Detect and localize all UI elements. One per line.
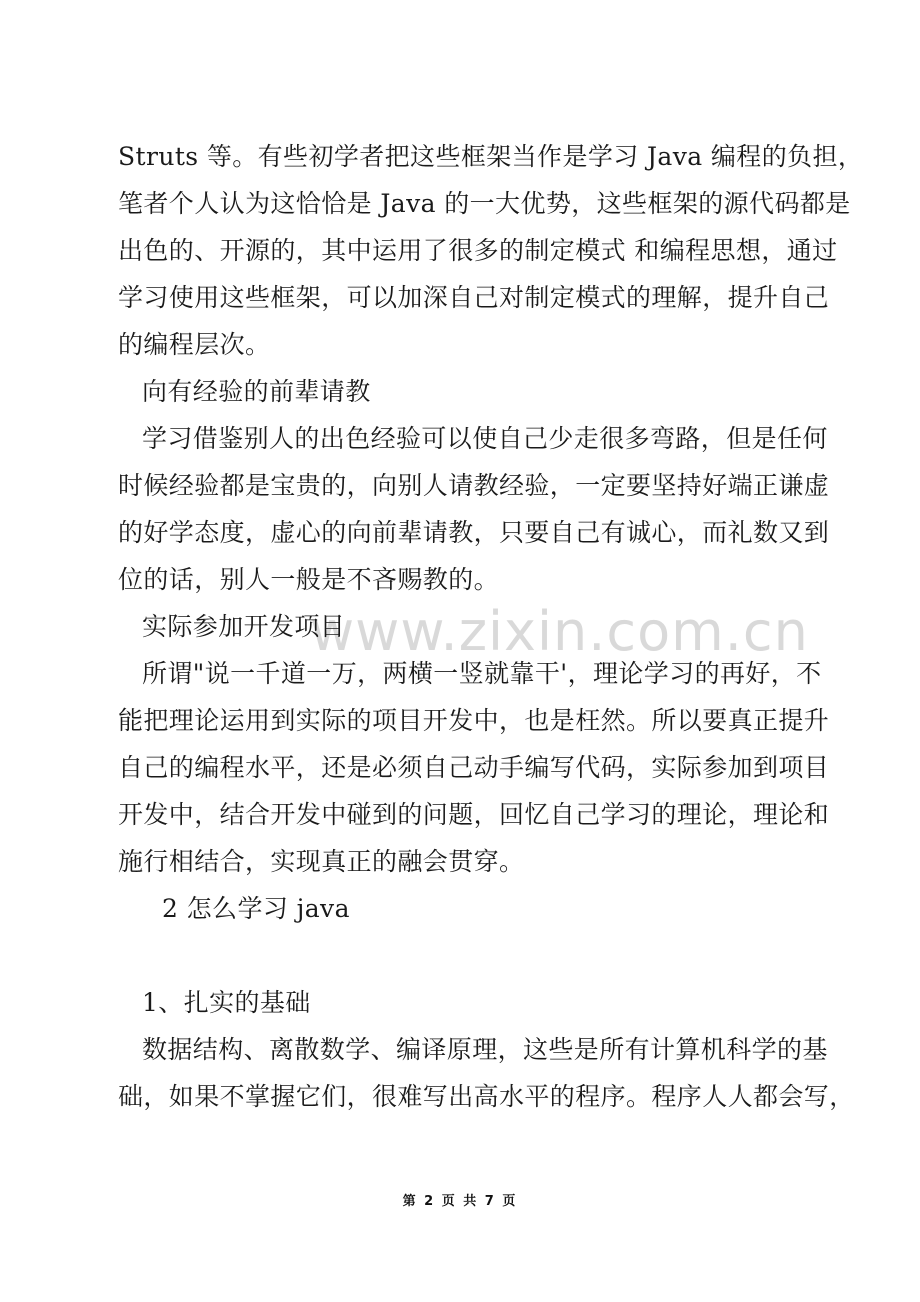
text-line: 的编程层次。 [118,330,271,359]
section-heading: 实际参加开发项目 [142,612,346,641]
section-heading: 向有经验的前辈请教 [142,377,371,406]
text-line: 所谓"说一千道一万，两横一竖就靠干'，理论学习的再好，不 [142,659,822,688]
document-body [118,133,864,1120]
page-footer: 第 2 页 共 7 页 [402,1194,518,1209]
text-line: 时候经验都是宝贵的，向别人请教经验，一定要坚持好端正谦虚 [118,471,830,500]
text-line: 学习使用这些框架，可以加深自己对制定模式的理解，提升自己 [118,283,830,312]
text-line: 学习借鉴别人的出色经验可以使自己少走很多弯路，但是任何 [142,424,828,453]
text-line: 位的话，别人一般是不吝赐教的。 [118,565,500,594]
watermark: www.zixin.com.cn [310,600,809,663]
text-line: 自己的编程水平，还是必须自己动手编写代码，实际参加到项目 [118,753,830,782]
text-line: 笔者个人认为这恰恰是 Java 的一大优势，这些框架的源代码都是 [118,189,851,218]
blank-line [118,932,818,979]
text-line: 础，如果不掌握它们，很难写出高水平的程序。程序人人都会写， [118,1082,855,1111]
text-line: 出色的、开源的，其中运用了很多的制定模式 和编程思想，通过 [118,236,838,265]
text-line: 开发中，结合开发中碰到的问题，回忆自己学习的理论，理论和 [118,800,830,829]
chapter-heading: 2 怎么学习 java [162,894,350,923]
text-line: 数据结构、离散数学、编译原理，这些是所有计算机科学的基 [142,1035,828,1064]
text-line: 施行相结合，实现真正的融会贯穿。 [118,847,525,876]
text-line: 的好学态度，虚心的向前辈请教，只要自己有诚心，而礼数又到 [118,518,830,547]
text-line: 能把理论运用到实际的项目开发中，也是枉然。所以要真正提升 [118,706,830,735]
text-line: Struts 等。有些初学者把这些框架当作是学习 Java 编程的负担， [118,142,864,171]
section-heading: 1、扎实的基础 [142,988,311,1017]
